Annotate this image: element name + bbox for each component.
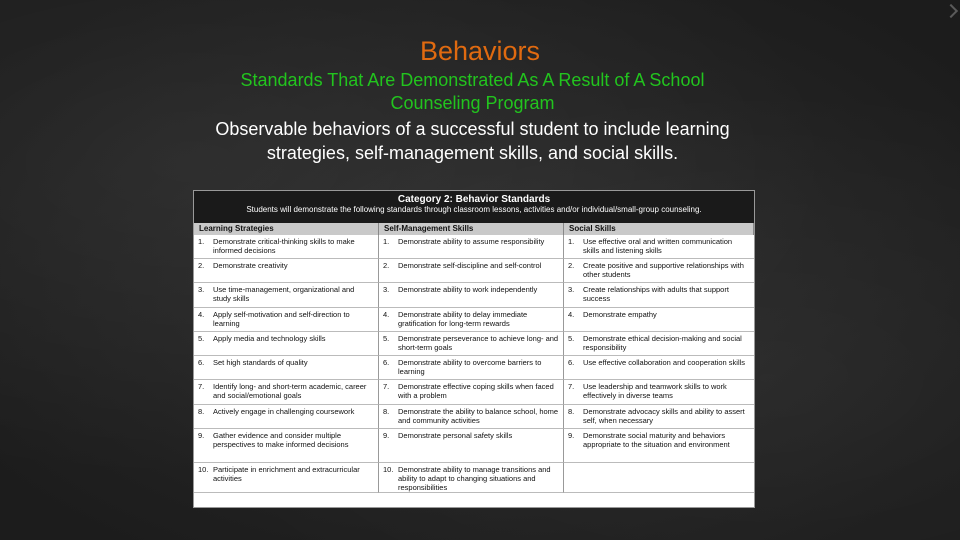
standard-text: Demonstrate personal safety skills	[398, 431, 513, 440]
standard-text: Demonstrate ability to overcome barriers to learning	[398, 358, 542, 377]
standard-number: 9.	[383, 431, 390, 440]
table-cell-social-skills-2	[564, 259, 754, 283]
table-cell-learning-strategies-8	[194, 405, 379, 429]
standard-text: Demonstrate ethical decision-making and social responsibility	[583, 334, 742, 353]
standard-number: 6.	[198, 358, 205, 367]
standards-grid	[194, 223, 754, 493]
standard-text: Apply media and technology skills	[213, 334, 326, 343]
standard-text: Identify long- and short-term academic, career and social/emotional goals	[213, 382, 367, 401]
table-cell-social-skills-9	[564, 429, 754, 463]
table-cell-self-management-9	[379, 429, 564, 463]
table-cell-learning-strategies-4	[194, 308, 379, 332]
standard-text: Demonstrate self-discipline and self-control	[398, 261, 542, 270]
standard-text: Create relationships with adults that support success	[583, 285, 729, 304]
standard-text: Apply self-motivation and self-direction to learning	[213, 310, 350, 329]
standard-text: Demonstrate ability to work independently	[398, 285, 538, 294]
standard-text: Gather evidence and consider multiple perspectives to make informed decisions	[213, 431, 349, 450]
table-cell-learning-strategies-5	[194, 332, 379, 356]
standard-number: 7.	[198, 382, 205, 391]
standard-text: Demonstrate perseverance to achieve long- and short-term goals	[398, 334, 559, 353]
column-header-self-management-skills: Self-Management Skills	[379, 223, 564, 235]
standard-number	[568, 465, 583, 492]
standard-number: 3.	[568, 285, 575, 294]
standard-text: Demonstrate ability to assume responsibility	[398, 237, 545, 246]
standard-text: Actively engage in challenging coursework	[213, 407, 355, 416]
slide-corner-marker	[944, 4, 958, 18]
table-cell-social-skills-1	[564, 235, 754, 259]
standard-number: 1.	[198, 237, 205, 246]
column-header-learning-strategies: Learning Strategies	[194, 223, 379, 235]
table-cell-learning-strategies-9	[194, 429, 379, 463]
standard-text: Demonstrate advocacy skills and ability to assert self, when necessary	[583, 407, 745, 426]
table-cell-social-skills-6	[564, 356, 754, 380]
table-cell-self-management-6	[379, 356, 564, 380]
standard-number: 3.	[198, 285, 205, 294]
slide-subtitle: Standards That Are Demonstrated As A Result of A School Counseling Program	[240, 70, 705, 113]
standard-text: Create positive and supportive relationships with other students	[583, 261, 744, 280]
standard-text: Use leadership and teamwork skills to work effectively in diverse teams	[583, 382, 727, 401]
standard-number: 4.	[568, 310, 575, 319]
standard-text: Demonstrate empathy	[583, 310, 657, 319]
standard-number: 1.	[568, 237, 575, 246]
standard-text: Demonstrate critical-thinking skills to make informed decisions	[213, 237, 355, 256]
table-cell-social-skills-5	[564, 332, 754, 356]
standard-text: Demonstrate social maturity and behaviors appropriate to the situation and environment	[583, 431, 730, 450]
standard-number: 2.	[568, 261, 575, 270]
standard-text: Use time-management, organizational and study skills	[213, 285, 355, 304]
table-cell-self-management-4	[379, 308, 564, 332]
standard-number: 8.	[198, 407, 205, 416]
table-cell-learning-strategies-3	[194, 283, 379, 308]
standard-number: 10.	[198, 465, 209, 474]
slide-body-text: Observable behaviors of a successful student to include learning strategies, self-management skills, and social skills.	[215, 119, 730, 163]
table-cell-social-skills-3	[564, 283, 754, 308]
standard-text: Demonstrate effective coping skills when faced with a problem	[398, 382, 554, 401]
table-cell-self-management-10	[379, 463, 564, 493]
table-cell-social-skills-10	[564, 463, 754, 493]
table-cell-social-skills-4	[564, 308, 754, 332]
standard-number: 5.	[568, 334, 575, 343]
standard-number: 7.	[383, 382, 390, 391]
table-cell-learning-strategies-6	[194, 356, 379, 380]
standard-text: Use effective collaboration and cooperation skills	[583, 358, 746, 367]
standard-text: Participate in enrichment and extracurricular activities	[213, 465, 360, 484]
standard-number: 10.	[383, 465, 394, 474]
standard-number: 8.	[383, 407, 390, 416]
standard-number: 1.	[383, 237, 390, 246]
table-cell-social-skills-8	[564, 405, 754, 429]
standard-number: 9.	[198, 431, 205, 440]
standard-text	[583, 465, 750, 492]
slide-title: Behaviors	[419, 36, 541, 66]
standard-text: Demonstrate the ability to balance school, home and community activities	[398, 407, 559, 426]
standard-number: 3.	[383, 285, 390, 294]
standard-number: 2.	[383, 261, 390, 270]
standard-text: Use effective oral and written communication skills and listening skills	[583, 237, 733, 256]
table-cell-self-management-2	[379, 259, 564, 283]
standard-text: Demonstrate creativity	[213, 261, 288, 270]
standard-number: 6.	[383, 358, 390, 367]
standard-number: 5.	[198, 334, 205, 343]
table-category-description: Students will demonstrate the following standards through classroom lessons, activities and/or individual/small-group counseling.	[246, 205, 702, 214]
standard-text: Demonstrate ability to delay immediate gratification for long-term rewards	[398, 310, 528, 329]
table-cell-learning-strategies-7	[194, 380, 379, 405]
table-cell-self-management-3	[379, 283, 564, 308]
table-cell-self-management-7	[379, 380, 564, 405]
standard-text: Set high standards of quality	[213, 358, 308, 367]
column-header-social-skills: Social Skills	[564, 223, 754, 235]
standard-number: 9.	[568, 431, 575, 440]
table-cell-learning-strategies-1	[194, 235, 379, 259]
table-cell-self-management-5	[379, 332, 564, 356]
standard-number: 8.	[568, 407, 575, 416]
standard-number: 4.	[198, 310, 205, 319]
standard-number: 5.	[383, 334, 390, 343]
standard-text: Demonstrate ability to manage transitions and ability to adapt to changing situations and responsibilities	[398, 465, 551, 493]
table-cell-learning-strategies-2	[194, 259, 379, 283]
table-cell-social-skills-7	[564, 380, 754, 405]
standard-number: 2.	[198, 261, 205, 270]
table-cell-learning-strategies-10	[194, 463, 379, 493]
table-category-title: Category 2: Behavior Standards	[397, 194, 551, 205]
table-category-header	[194, 191, 754, 223]
table-cell-self-management-1	[379, 235, 564, 259]
standard-number: 7.	[568, 382, 575, 391]
standard-number: 4.	[383, 310, 390, 319]
standard-number: 6.	[568, 358, 575, 367]
behavior-standards-table	[193, 190, 755, 508]
table-cell-self-management-8	[379, 405, 564, 429]
